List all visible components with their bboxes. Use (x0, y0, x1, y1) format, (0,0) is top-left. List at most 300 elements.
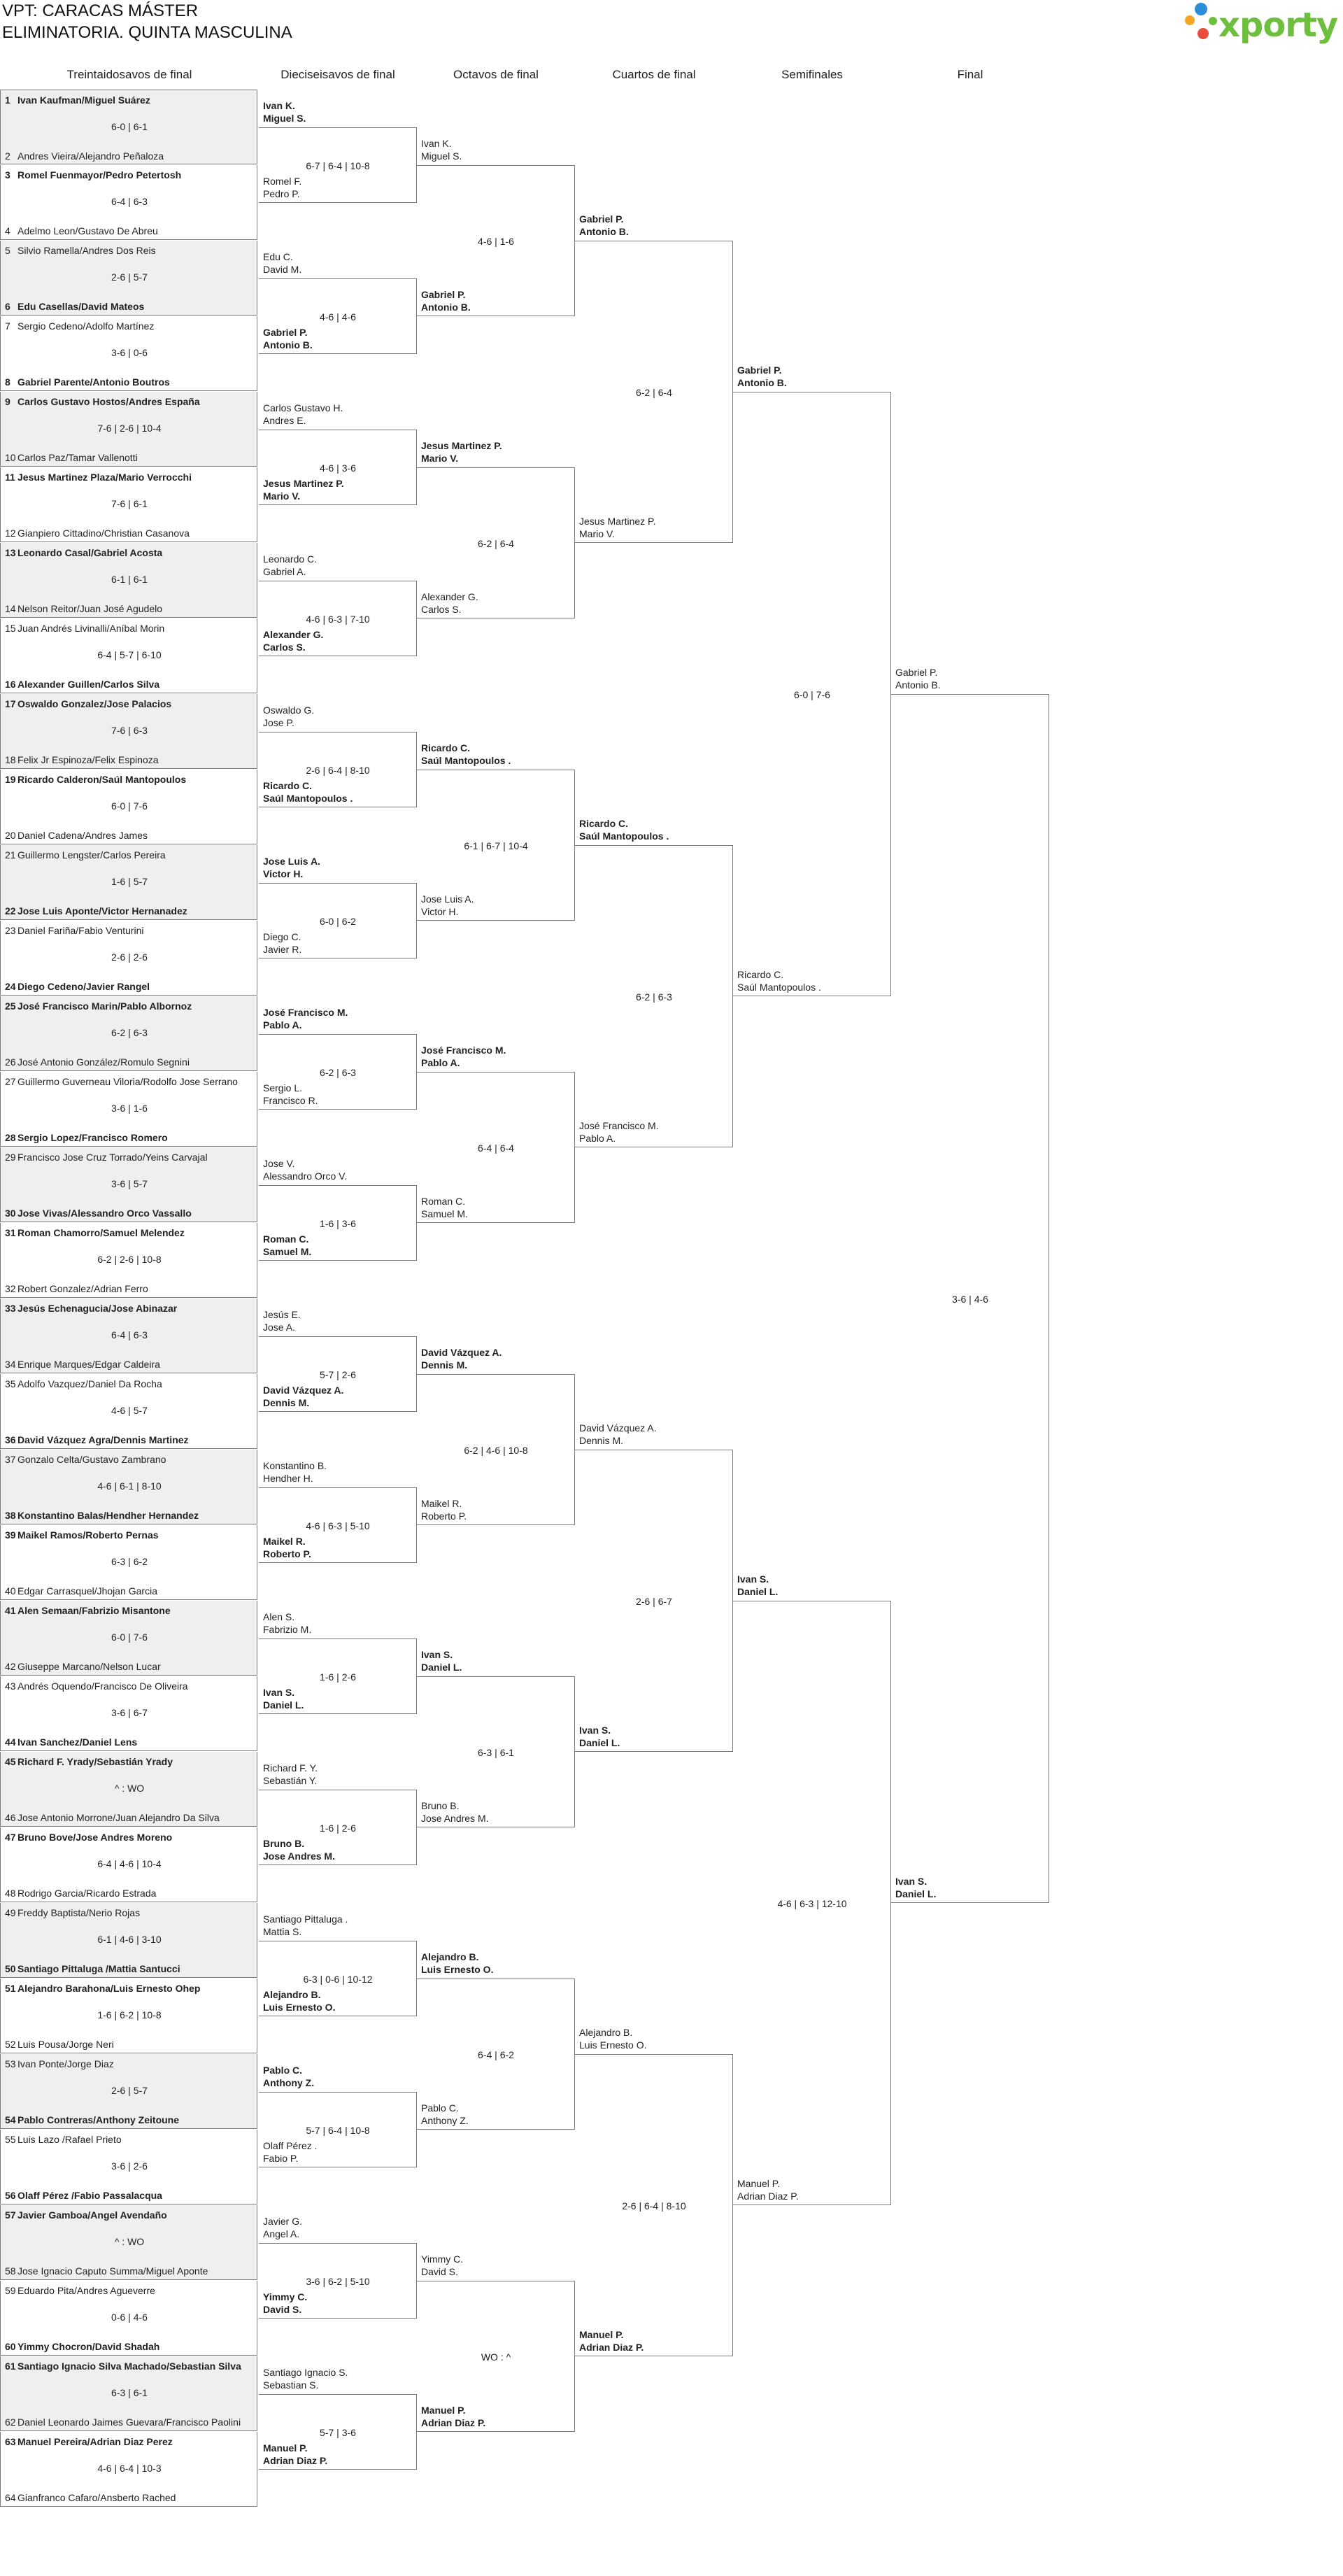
player-line (5, 1152, 257, 1163)
match-score: 4-6 | 3-6 (320, 462, 356, 474)
match-score: 3-6 | 5-7 (111, 1178, 148, 1189)
team-name: Ivan Ponte/Jorge Diaz (17, 2058, 114, 2069)
match-r1 (0, 1072, 257, 1147)
player-line (5, 905, 257, 917)
column-header-round-2: Dieciseisavos de final (280, 68, 395, 81)
match-connector-r4 (575, 845, 733, 1147)
player-line (5, 1434, 257, 1445)
seed-number: 29 (5, 1152, 16, 1163)
team-label: Gabriel P. Antonio B. (579, 213, 629, 237)
seed-number: 50 (5, 1963, 16, 1974)
seed-number: 15 (5, 623, 16, 634)
match-r1 (0, 316, 257, 391)
team-name: Bruno Bove/Jose Andres Moreno (17, 1832, 173, 1843)
seed-number: 28 (5, 1132, 16, 1143)
player-line (5, 94, 257, 106)
team-name: Carlos Paz/Tamar Vallenotti (17, 452, 138, 463)
player-line (5, 2416, 257, 2428)
seed-number: 45 (5, 1756, 16, 1767)
match-score: 3-6 | 1-6 (111, 1103, 148, 1114)
team-label: Alejandro B. Luis Ernesto O. (579, 2027, 647, 2051)
match-score: 6-4 | 6-2 (478, 2049, 514, 2060)
match-score: 4-6 | 6-3 | 12-10 (777, 1898, 847, 1909)
match-score: 6-7 | 6-4 | 10-8 (306, 160, 370, 171)
match-score: 1-6 | 3-6 (320, 1218, 356, 1229)
seed-number: 16 (5, 679, 16, 690)
team-label: Alexander G. Carlos S. (263, 629, 324, 653)
seed-number: 41 (5, 1605, 16, 1616)
match-r1 (0, 1827, 257, 1902)
team-name: Edu Casellas/David Mateos (17, 301, 145, 312)
team-name: Ricardo Calderon/Saúl Mantopoulos (17, 774, 187, 785)
seed-number: 39 (5, 1529, 16, 1541)
match-r1 (0, 1979, 257, 2053)
seed-number: 52 (5, 2039, 16, 2050)
team-name: Juan Andrés Livinalli/Aníbal Morin (17, 623, 165, 634)
match-score: 2-6 | 2-6 (111, 951, 148, 963)
player-line (5, 2436, 257, 2447)
seed-number: 3 (5, 169, 10, 181)
player-line (5, 301, 257, 312)
match-score: 6-2 | 6-3 (320, 1067, 356, 1078)
team-name: Daniel Fariña/Fabio Venturini (17, 925, 144, 936)
team-label: Jose V. Alessandro Orco V. (263, 1158, 348, 1182)
team-name: Richard F. Yrady/Sebastián Yrady (17, 1756, 173, 1767)
match-r1 (0, 2356, 257, 2431)
seed-number: 5 (5, 245, 10, 256)
player-line (5, 1983, 257, 1994)
player-line (5, 528, 257, 539)
player-line (5, 1529, 257, 1541)
team-name: Andrés Oquendo/Francisco De Oliveira (17, 1680, 188, 1692)
player-line (5, 981, 257, 992)
match-r1 (0, 2130, 257, 2205)
match-score: 0-6 | 4-6 (111, 2312, 148, 2323)
team-label: Pablo C. Anthony Z. (421, 2102, 469, 2126)
player-line (5, 1510, 257, 1521)
seed-number: 7 (5, 320, 10, 332)
team-label: Ivan K. Miguel S. (421, 138, 462, 162)
team-label: Ricardo C. Saúl Mantopoulos . (421, 742, 511, 766)
match-r1 (0, 921, 257, 996)
match-r1 (0, 1752, 257, 1827)
seed-number: 23 (5, 925, 16, 936)
seed-number: 46 (5, 1812, 16, 1823)
player-line (5, 2134, 257, 2145)
match-r1 (0, 1676, 257, 1751)
team-name: Carlos Gustavo Hostos/Andres España (17, 396, 200, 407)
team-name: Andres Vieira/Alejandro Peñaloza (17, 150, 164, 162)
team-label: Sergio L. Francisco R. (263, 1082, 318, 1106)
match-r1 (0, 1903, 257, 1978)
team-name: Silvio Ramella/Andres Dos Reis (17, 245, 156, 256)
title-line-1: VPT: CARACAS MÁSTER (2, 1, 199, 20)
player-line (5, 1756, 257, 1767)
player-line (5, 2058, 257, 2069)
match-score: 6-2 | 6-3 (636, 991, 672, 1003)
player-line (5, 1076, 257, 1087)
player-line (5, 849, 257, 861)
team-name: José Francisco Marin/Pablo Albornoz (17, 1000, 192, 1012)
match-score: 6-0 | 7-6 (111, 800, 148, 812)
seed-number: 56 (5, 2190, 16, 2201)
team-label: Gabriel P. Antonio B. (263, 327, 313, 351)
player-line (5, 1378, 257, 1389)
seed-number: 44 (5, 1736, 16, 1748)
team-name: Yimmy Chocron/David Shadah (17, 2341, 160, 2352)
team-name: Olaff Pérez /Fabio Passalacqua (17, 2190, 162, 2201)
team-label: Yimmy C. David S. (421, 2253, 464, 2277)
team-name: Konstantino Balas/Hendher Hernandez (17, 1510, 199, 1521)
match-score: 1-6 | 6-2 | 10-8 (97, 2009, 162, 2021)
player-line (5, 2039, 257, 2050)
match-score: 4-6 | 6-4 | 10-3 (97, 2463, 162, 2474)
team-label: Santiago Pittaluga . Mattia S. (263, 1913, 348, 1937)
match-score: 4-6 | 5-7 (111, 1405, 148, 1416)
team-name: Luis Pousa/Jorge Neri (17, 2039, 114, 2050)
seed-number: 58 (5, 2265, 16, 2277)
team-name: Freddy Baptista/Nerio Rojas (17, 1907, 141, 1918)
player-line (5, 1303, 257, 1314)
team-label: Ricardo C. Saúl Mantopoulos . (263, 780, 353, 804)
match-r1 (0, 770, 257, 844)
match-score: 6-4 | 4-6 | 10-4 (97, 1858, 162, 1869)
player-line (5, 1907, 257, 1918)
seed-number: 22 (5, 905, 16, 917)
team-label: Pablo C. Anthony Z. (263, 2065, 315, 2088)
team-label: Yimmy C. David S. (263, 2291, 308, 2315)
team-label: Konstantino B. Hendher H. (263, 1460, 327, 1484)
seed-number: 8 (5, 376, 10, 388)
team-name: Leonardo Casal/Gabriel Acosta (17, 547, 163, 558)
match-score: 7-6 | 2-6 | 10-4 (97, 423, 162, 434)
seed-number: 6 (5, 301, 10, 312)
match-score: 4-6 | 4-6 (320, 311, 356, 323)
seed-number: 49 (5, 1907, 16, 1918)
match-score: 6-2 | 6-3 (111, 1027, 148, 1038)
match-r1 (0, 1298, 257, 1373)
team-label: Manuel P. Adrian Diaz P. (579, 2329, 644, 2353)
match-connector-r4 (575, 2054, 733, 2356)
team-label: Jose Luis A. Victor H. (421, 893, 474, 917)
team-name: Romel Fuenmayor/Pedro Petertosh (17, 169, 182, 181)
match-score: 1-6 | 2-6 (320, 1671, 356, 1683)
match-score: 2-6 | 6-7 (636, 1596, 672, 1607)
match-r1 (0, 1374, 257, 1449)
match-r1 (0, 2281, 257, 2356)
match-r1 (0, 2432, 257, 2507)
team-label: Bruno B. Jose Andres M. (263, 1838, 335, 1862)
team-label: David Vázquez A. Dennis M. (263, 1385, 344, 1408)
team-name: Nelson Reitor/Juan José Agudelo (17, 603, 163, 614)
seed-number: 14 (5, 603, 16, 614)
column-header-round-6: Final (957, 68, 983, 81)
player-line (5, 376, 257, 388)
match-score: 6-4 | 6-3 (111, 196, 148, 207)
team-label: Maikel R. Roberto P. (263, 1536, 311, 1559)
player-line (5, 925, 257, 936)
seed-number: 40 (5, 1585, 16, 1597)
match-r1 (0, 996, 257, 1071)
match-score: 6-2 | 4-6 | 10-8 (464, 1445, 528, 1456)
team-name: Maikel Ramos/Roberto Pernas (17, 1529, 159, 1541)
seed-number: 13 (5, 547, 16, 558)
player-line (5, 472, 257, 483)
team-name: Jose Luis Aponte/Victor Hernanadez (17, 905, 187, 917)
team-name: Francisco Jose Cruz Torrado/Yeins Carvajal (17, 1152, 208, 1163)
team-name: Diego Cedeno/Javier Rangel (17, 981, 150, 992)
team-label: Ricardo C. Saúl Mantopoulos . (737, 969, 821, 993)
seed-number: 10 (5, 452, 16, 463)
team-label: Olaff Pérez . Fabio P. (263, 2140, 318, 2164)
seed-number: 24 (5, 981, 16, 992)
team-label: Manuel P. Adrian Diaz P. (737, 2178, 799, 2202)
team-name: Jose Ignacio Caputo Summa/Miguel Aponte (17, 2265, 208, 2277)
seed-number: 31 (5, 1227, 16, 1238)
team-name: Ivan Kaufman/Miguel Suárez (17, 94, 150, 106)
seed-number: 2 (5, 150, 10, 162)
match-connector-r4 (575, 1450, 733, 1752)
team-name: Pablo Contreras/Anthony Zeitoune (17, 2114, 180, 2125)
team-label: Leonardo C. Gabriel A. (263, 553, 318, 577)
team-name: Sergio Lopez/Francisco Romero (17, 1132, 168, 1143)
seed-number: 55 (5, 2134, 16, 2145)
player-line (5, 1227, 257, 1238)
player-line (5, 225, 257, 236)
match-score: 5-7 | 6-4 | 10-8 (306, 2125, 370, 2136)
team-name: Ivan Sanchez/Daniel Lens (17, 1736, 138, 1748)
team-name: Enrique Marques/Edgar Caldeira (17, 1359, 160, 1370)
match-r1 (0, 392, 257, 467)
seed-number: 36 (5, 1434, 16, 1445)
team-name: Santiago Pittaluga /Mattia Santucci (17, 1963, 180, 1974)
team-label: Ivan S. Daniel L. (737, 1573, 779, 1597)
team-name: Oswaldo Gonzalez/Jose Palacios (17, 698, 172, 709)
match-r1 (0, 241, 257, 316)
team-name: Giuseppe Marcano/Nelson Lucar (17, 1661, 161, 1672)
player-line (5, 320, 257, 332)
match-score: 6-0 | 7-6 (794, 689, 830, 700)
match-connector-r5 (733, 392, 891, 996)
player-line (5, 245, 257, 256)
team-name: Alexander Guillen/Carlos Silva (17, 679, 160, 690)
match-score: 3-6 | 4-6 (952, 1294, 988, 1305)
player-line (5, 1585, 257, 1597)
team-name: Guillermo Guverneau Viloria/Rodolfo Jose Serrano (17, 1076, 238, 1087)
team-name: Alen Semaan/Fabrizio Misantone (17, 1605, 171, 1616)
player-line (5, 1208, 257, 1219)
match-score: 1-6 | 2-6 (320, 1823, 356, 1834)
team-name: Santiago Ignacio Silva Machado/Sebastian Silva (17, 2361, 241, 2372)
team-label: Ivan S. Daniel L. (421, 1649, 462, 1673)
player-line (5, 1359, 257, 1370)
player-line (5, 150, 257, 162)
player-line (5, 603, 257, 614)
team-name: Jesus Martinez Plaza/Mario Verrocchi (17, 472, 192, 483)
team-name: Gianfranco Cafaro/Ansberto Rached (17, 2492, 176, 2503)
logo-text: xporty (1218, 6, 1338, 45)
match-r1 (0, 845, 257, 920)
team-name: Gianpiero Cittadino/Christian Casanova (17, 528, 190, 539)
seed-number: 18 (5, 754, 16, 765)
match-connector-r6 (891, 694, 1049, 1903)
match-r1 (0, 165, 257, 240)
match-score: 2-6 | 6-4 | 8-10 (622, 2200, 686, 2211)
match-score: 6-4 | 5-7 | 6-10 (97, 649, 162, 660)
player-line (5, 1963, 257, 1974)
team-name: Rodrigo Garcia/Ricardo Estrada (17, 1888, 157, 1899)
player-line (5, 2114, 257, 2125)
team-label: Roman C. Samuel M. (421, 1196, 468, 1219)
match-r1 (0, 694, 257, 769)
player-line (5, 1132, 257, 1143)
match-score: 3-6 | 6-2 | 5-10 (306, 2276, 370, 2287)
team-label: Ivan S. Daniel L. (579, 1725, 620, 1748)
team-label: Carlos Gustavo H. Andres E. (263, 402, 343, 426)
player-line (5, 452, 257, 463)
player-line (5, 1832, 257, 1843)
match-score: 2-6 | 5-7 (111, 2085, 148, 2096)
team-label: Ivan S. Daniel L. (895, 1876, 937, 1899)
match-r1 (0, 618, 257, 693)
player-line (5, 698, 257, 709)
seed-number: 43 (5, 1680, 16, 1692)
seed-number: 53 (5, 2058, 16, 2069)
match-score: 5-7 | 3-6 (320, 2427, 356, 2438)
column-header-round-1: Treintaidosavos de final (66, 68, 192, 81)
match-score: 7-6 | 6-1 (111, 498, 148, 509)
seed-number: 34 (5, 1359, 16, 1370)
team-label: Gabriel P. Antonio B. (895, 667, 941, 691)
team-label: Javier G. Angel A. (263, 2216, 303, 2239)
match-r1 (0, 90, 257, 164)
match-r1 (0, 1601, 257, 1676)
team-label: David Vázquez A. Dennis M. (421, 1347, 502, 1371)
player-line (5, 396, 257, 407)
seed-number: 17 (5, 698, 16, 709)
seed-number: 26 (5, 1056, 16, 1068)
team-name: Felix Jr Espinoza/Felix Espinoza (17, 754, 159, 765)
match-score: 4-6 | 6-1 | 8-10 (97, 1480, 162, 1492)
match-r1 (0, 2054, 257, 2129)
seed-number: 35 (5, 1378, 16, 1389)
player-line (5, 2265, 257, 2277)
player-line (5, 1888, 257, 1899)
team-name: Robert Gonzalez/Adrian Ferro (17, 1283, 148, 1294)
player-line (5, 2285, 257, 2296)
team-name: Gabriel Parente/Antonio Boutros (17, 376, 170, 388)
player-line (5, 2190, 257, 2201)
match-score: 6-2 | 2-6 | 10-8 (97, 1254, 162, 1265)
seed-number: 51 (5, 1983, 16, 1994)
match-score: 6-4 | 6-4 (478, 1142, 514, 1154)
player-line (5, 754, 257, 765)
match-score: 6-2 | 6-4 (478, 538, 514, 549)
team-label: Santiago Ignacio S. Sebastian S. (263, 2367, 348, 2391)
match-r1 (0, 2205, 257, 2280)
match-score: 3-6 | 6-7 (111, 1707, 148, 1718)
team-label: Gabriel P. Antonio B. (737, 365, 787, 388)
seed-number: 12 (5, 528, 16, 539)
seed-number: 19 (5, 774, 16, 785)
match-score: 6-1 | 6-7 | 10-4 (464, 840, 528, 851)
team-name: Jose Vivas/Alessandro Orco Vassallo (17, 1208, 192, 1219)
team-label: Manuel P. Adrian Diaz P. (263, 2442, 328, 2466)
team-name: David Vázquez Agra/Dennis Martinez (17, 1434, 189, 1445)
seed-number: 11 (5, 472, 15, 483)
seed-number: 32 (5, 1283, 16, 1294)
seed-number: 27 (5, 1076, 16, 1087)
title-line-2: ELIMINATORIA. QUINTA MASCULINA (2, 23, 292, 42)
player-line (5, 1056, 257, 1068)
seed-number: 62 (5, 2416, 16, 2428)
team-name: Jose Antonio Morrone/Juan Alejandro Da Silva (17, 1812, 220, 1823)
player-line (5, 1605, 257, 1616)
player-line (5, 547, 257, 558)
team-label: Jesus Martinez P. Mario V. (579, 516, 656, 539)
seed-number: 57 (5, 2209, 16, 2221)
match-score: 6-0 | 6-1 (111, 121, 148, 132)
team-label: Gabriel P. Antonio B. (421, 289, 471, 313)
team-name: Javier Gamboa/Angel Avendaño (17, 2209, 167, 2221)
seed-number: 60 (5, 2341, 16, 2352)
team-name: Adolfo Vazquez/Daniel Da Rocha (17, 1378, 162, 1389)
team-label: Romel F. Pedro P. (263, 176, 302, 199)
column-header-round-4: Cuartos de final (612, 68, 696, 81)
team-label: Bruno B. Jose Andres M. (421, 1800, 489, 1824)
match-score: 6-0 | 7-6 (111, 1632, 148, 1643)
seed-number: 38 (5, 1510, 16, 1521)
match-score: 6-1 | 4-6 | 3-10 (97, 1934, 162, 1945)
match-score: ^ : WO (114, 1783, 145, 1794)
team-name: Daniel Leonardo Jaimes Guevara/Francisco Paolini (17, 2416, 241, 2428)
player-line (5, 1736, 257, 1748)
match-score: 2-6 | 6-4 | 8-10 (306, 765, 370, 776)
match-r1 (0, 1450, 257, 1524)
seed-number: 20 (5, 830, 16, 841)
team-label: David Vázquez A. Dennis M. (579, 1422, 657, 1446)
seed-number: 25 (5, 1000, 16, 1012)
seed-number: 48 (5, 1888, 16, 1899)
match-score: 4-6 | 6-3 | 7-10 (306, 614, 370, 625)
player-line (5, 2209, 257, 2221)
seed-number: 64 (5, 2492, 16, 2503)
player-line (5, 830, 257, 841)
player-line (5, 2361, 257, 2372)
player-line (5, 1812, 257, 1823)
seed-number: 63 (5, 2436, 16, 2447)
match-r1 (0, 1525, 257, 1600)
match-score: 7-6 | 6-3 (111, 725, 148, 736)
team-name: José Antonio González/Romulo Segnini (17, 1056, 190, 1068)
match-score: 4-6 | 1-6 (478, 236, 514, 247)
player-line (5, 1454, 257, 1465)
match-score: 6-1 | 6-1 (111, 574, 148, 585)
team-label: Richard F. Y. Sebastián Y. (263, 1762, 318, 1786)
seed-number: 42 (5, 1661, 16, 1672)
player-line (5, 774, 257, 785)
team-name: Gonzalo Celta/Gustavo Zambrano (17, 1454, 166, 1465)
player-line (5, 169, 257, 181)
seed-number: 54 (5, 2114, 16, 2125)
player-line (5, 1680, 257, 1692)
match-score: 6-2 | 6-4 (636, 387, 672, 398)
seed-number: 59 (5, 2285, 16, 2296)
match-score: 5-7 | 2-6 (320, 1369, 356, 1380)
match-r1 (0, 543, 257, 618)
team-label: Jesus Martinez P. Mario V. (421, 440, 502, 464)
team-name: Roman Chamorro/Samuel Melendez (17, 1227, 185, 1238)
